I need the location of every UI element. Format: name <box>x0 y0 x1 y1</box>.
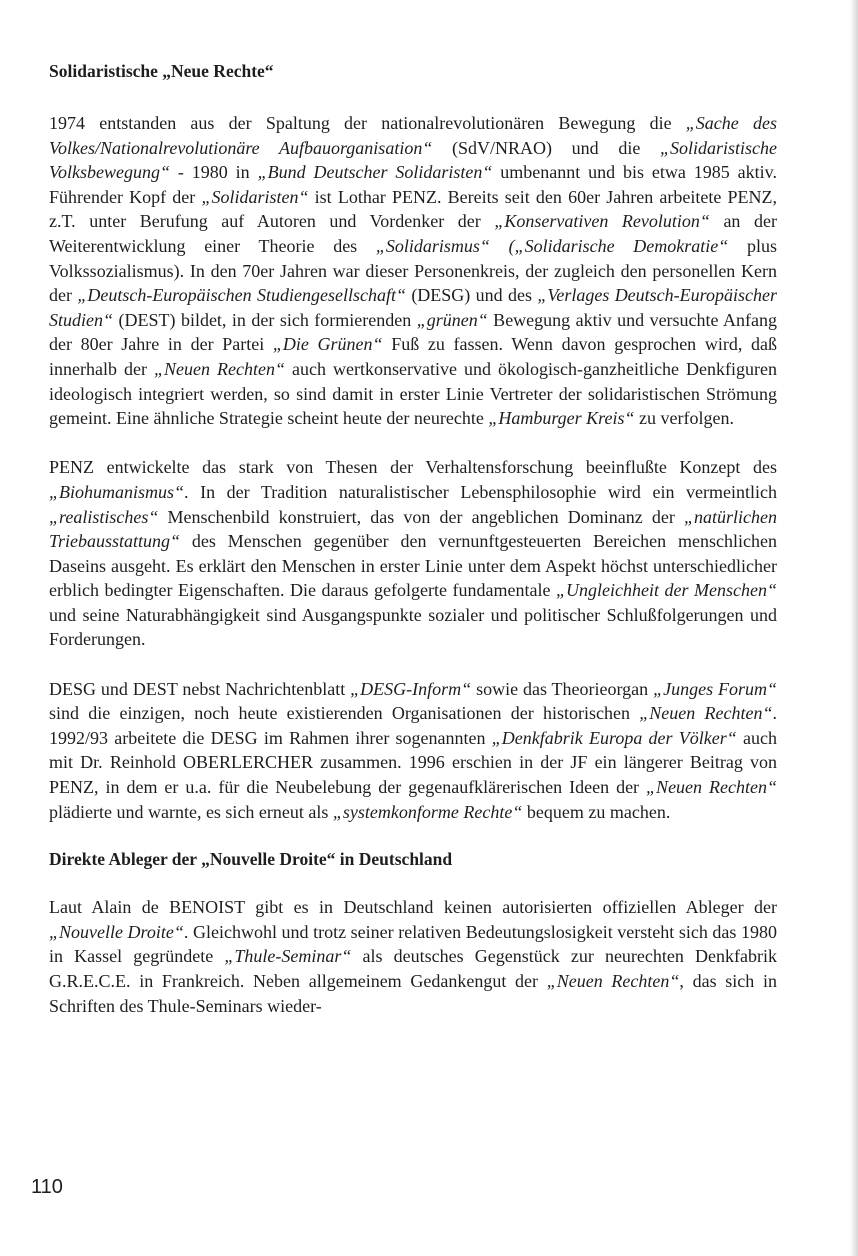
italic-term: „Bund Deutscher Solidaristen“ <box>257 162 493 183</box>
italic-term: „Ungleichheit der Menschen“ <box>556 580 778 601</box>
text-run: (DEST) bildet, in der sich formierenden <box>113 309 417 330</box>
text-run: sowie das Theorieorgan <box>471 678 654 699</box>
text-run: . In der Tradition naturalistischer Lebensphilosophie wird ein vermeintlich <box>184 481 777 502</box>
paragraph-2 <box>49 455 777 652</box>
italic-term: „Die Grünen“ <box>272 334 383 355</box>
text-run: Fuß zu fassen. Wenn davon gesprochen wird, daß innerhalb der <box>49 334 777 379</box>
text-run: PENZ entwickelte das stark von Thesen der Verhaltensforschung beeinflußte Konzept des <box>49 457 777 478</box>
italic-term: „realistisches“ <box>49 506 159 527</box>
document-page <box>49 59 777 1018</box>
italic-term: „Konservativen Revolution“ <box>494 211 710 232</box>
text-run: . Gleichwohl und trotz seiner relativen Bedeutungslosigkeit versteht sich das 1980 in Kassel gegründete <box>49 921 777 967</box>
text-run: bequem zu machen. <box>522 801 671 822</box>
italic-term: „grünen“ <box>416 309 488 330</box>
text-run: auch wertkonservative und ökologisch-ganzheitliche Denkfiguren ideologisch integriert werden, so sind damit in erster Linie Vertreter der solidaristischen Strömung gemeint. Eine ähnliche Strategie scheint heute der neurechte <box>49 358 777 429</box>
italic-term: „Neuen Rechten“ <box>646 777 777 798</box>
text-run: des Menschen gegenüber den vernunftgesteuerten Bereichen menschlichen Daseins ausgeht. Es erklärt den Menschen in erster Linie unter dem Aspekt höchst unterschiedlicher erblich bedingter Eigenschaften. Die daraus gefolgerte fundamentale <box>49 531 777 601</box>
text-run: Menschenbild konstruiert, das von der angeblichen Dominanz der <box>158 506 684 527</box>
text-run: (DESG) und des <box>405 285 538 306</box>
text-run: 1974 entstanden aus der Spaltung der nationalrevolutionären Bewegung die <box>49 113 686 133</box>
section-heading-nouvelle-droite: Direkte Ableger der „Nouvelle Droite“ in Deutschland <box>49 849 453 870</box>
italic-term: „Biohumanismus“ <box>49 481 185 502</box>
page-edge-shadow <box>850 0 858 1256</box>
text-run: an der Weiterentwicklung einer Theorie des <box>49 211 777 256</box>
text-run: als deutsches Gegenstück zur neurechten Denkfabrik G.R.E.C.E. in Frankreich. Neben allgemeinem Gedankengut der <box>49 946 777 991</box>
text-run: plus Volkssozialismus). In den 70er Jahren war dieser Personenkreis, der zugleich den personellen Kern der <box>49 235 777 306</box>
italic-term: „natürlichen Triebausstattung“ <box>49 506 777 552</box>
italic-term: „Neuen Rechten“ <box>546 971 680 991</box>
italic-term: „Neuen Rechten“ <box>154 358 286 379</box>
section-heading-solidaristische: Solidaristische „Neue Rechte“ <box>49 61 274 81</box>
italic-term: „systemkonforme Rechte“ <box>332 801 523 822</box>
text-run: , das sich in Schriften des Thule-Seminars wieder- <box>49 971 777 1016</box>
italic-term: „Verlages Deutsch-Europäischer Studien“ <box>49 285 777 330</box>
text-run: plädierte und warnte, es sich erneut als <box>49 801 333 822</box>
italic-term: „Denkfabrik Europa der Völker“ <box>491 727 737 748</box>
italic-term: „Sache des Volkes/Nationalrevolutionäre Aufbauorganisation“ <box>49 113 777 158</box>
italic-term: „Neuen Rechten“ <box>639 703 773 724</box>
text-run: DESG und DEST nebst Nachrichtenblatt <box>49 678 351 699</box>
text-run: . 1992/93 arbeitete die DESG im Rahmen ihrer sogenannten <box>49 703 777 748</box>
paragraph-3 <box>49 677 777 825</box>
text-run: und seine Naturabhängigkeit sind Ausgangspunkte sozialer und politischer Schlußfolgerungen und Forderungen. <box>49 604 777 650</box>
italic-term: „Deutsch-Europäischen Studiengesellschaft“ <box>77 285 406 306</box>
text-run: Laut Alain de BENOIST gibt es in Deutschland keinen autorisierten offiziellen Ableger der <box>49 897 777 918</box>
italic-term: „Thule-Seminar“ <box>224 946 352 967</box>
paragraph-1 <box>49 111 777 431</box>
text-run: umbenannt und bis etwa 1985 aktiv. Führender Kopf der <box>49 162 777 207</box>
text-run: Bewegung aktiv und versuchte Anfang der 80er Jahre in der Partei <box>49 309 777 355</box>
italic-term: „Nouvelle Droite“ <box>49 921 184 942</box>
text-run: auch mit Dr. Reinhold OBERLERCHER zusammen. 1996 erschien in der JF ein längerer Beitrag von PENZ, in dem er u.a. für die Neubelebung der gegenaufklärerischen Ideen der <box>49 727 777 798</box>
italic-term: „Hamburger Kreis“ <box>488 408 635 429</box>
paragraph-4 <box>49 895 777 1018</box>
italic-term: „Junges Forum“ <box>653 678 778 699</box>
text-run: - 1980 in <box>170 162 258 183</box>
italic-term: „Solidarismus“ („Solidarische Demokratie“ <box>375 235 729 256</box>
text-run: (SdV/NRAO) und die <box>432 137 660 158</box>
italic-term: „DESG-Inform“ <box>350 678 472 699</box>
text-run: sind die einzigen, noch heute existierenden Organisationen der historischen <box>49 703 640 724</box>
text-run: ist Lothar PENZ. Bereits seit den 60er Jahren arbeitete PENZ, z.T. unter Berufung auf Autoren und Vordenker der <box>49 186 777 232</box>
italic-term: „Solidaristen“ <box>201 186 309 207</box>
page-number: 110 <box>31 1176 63 1198</box>
italic-term: „Solidaristische Volksbewegung“ <box>49 137 777 183</box>
text-run: zu verfolgen. <box>634 408 734 429</box>
